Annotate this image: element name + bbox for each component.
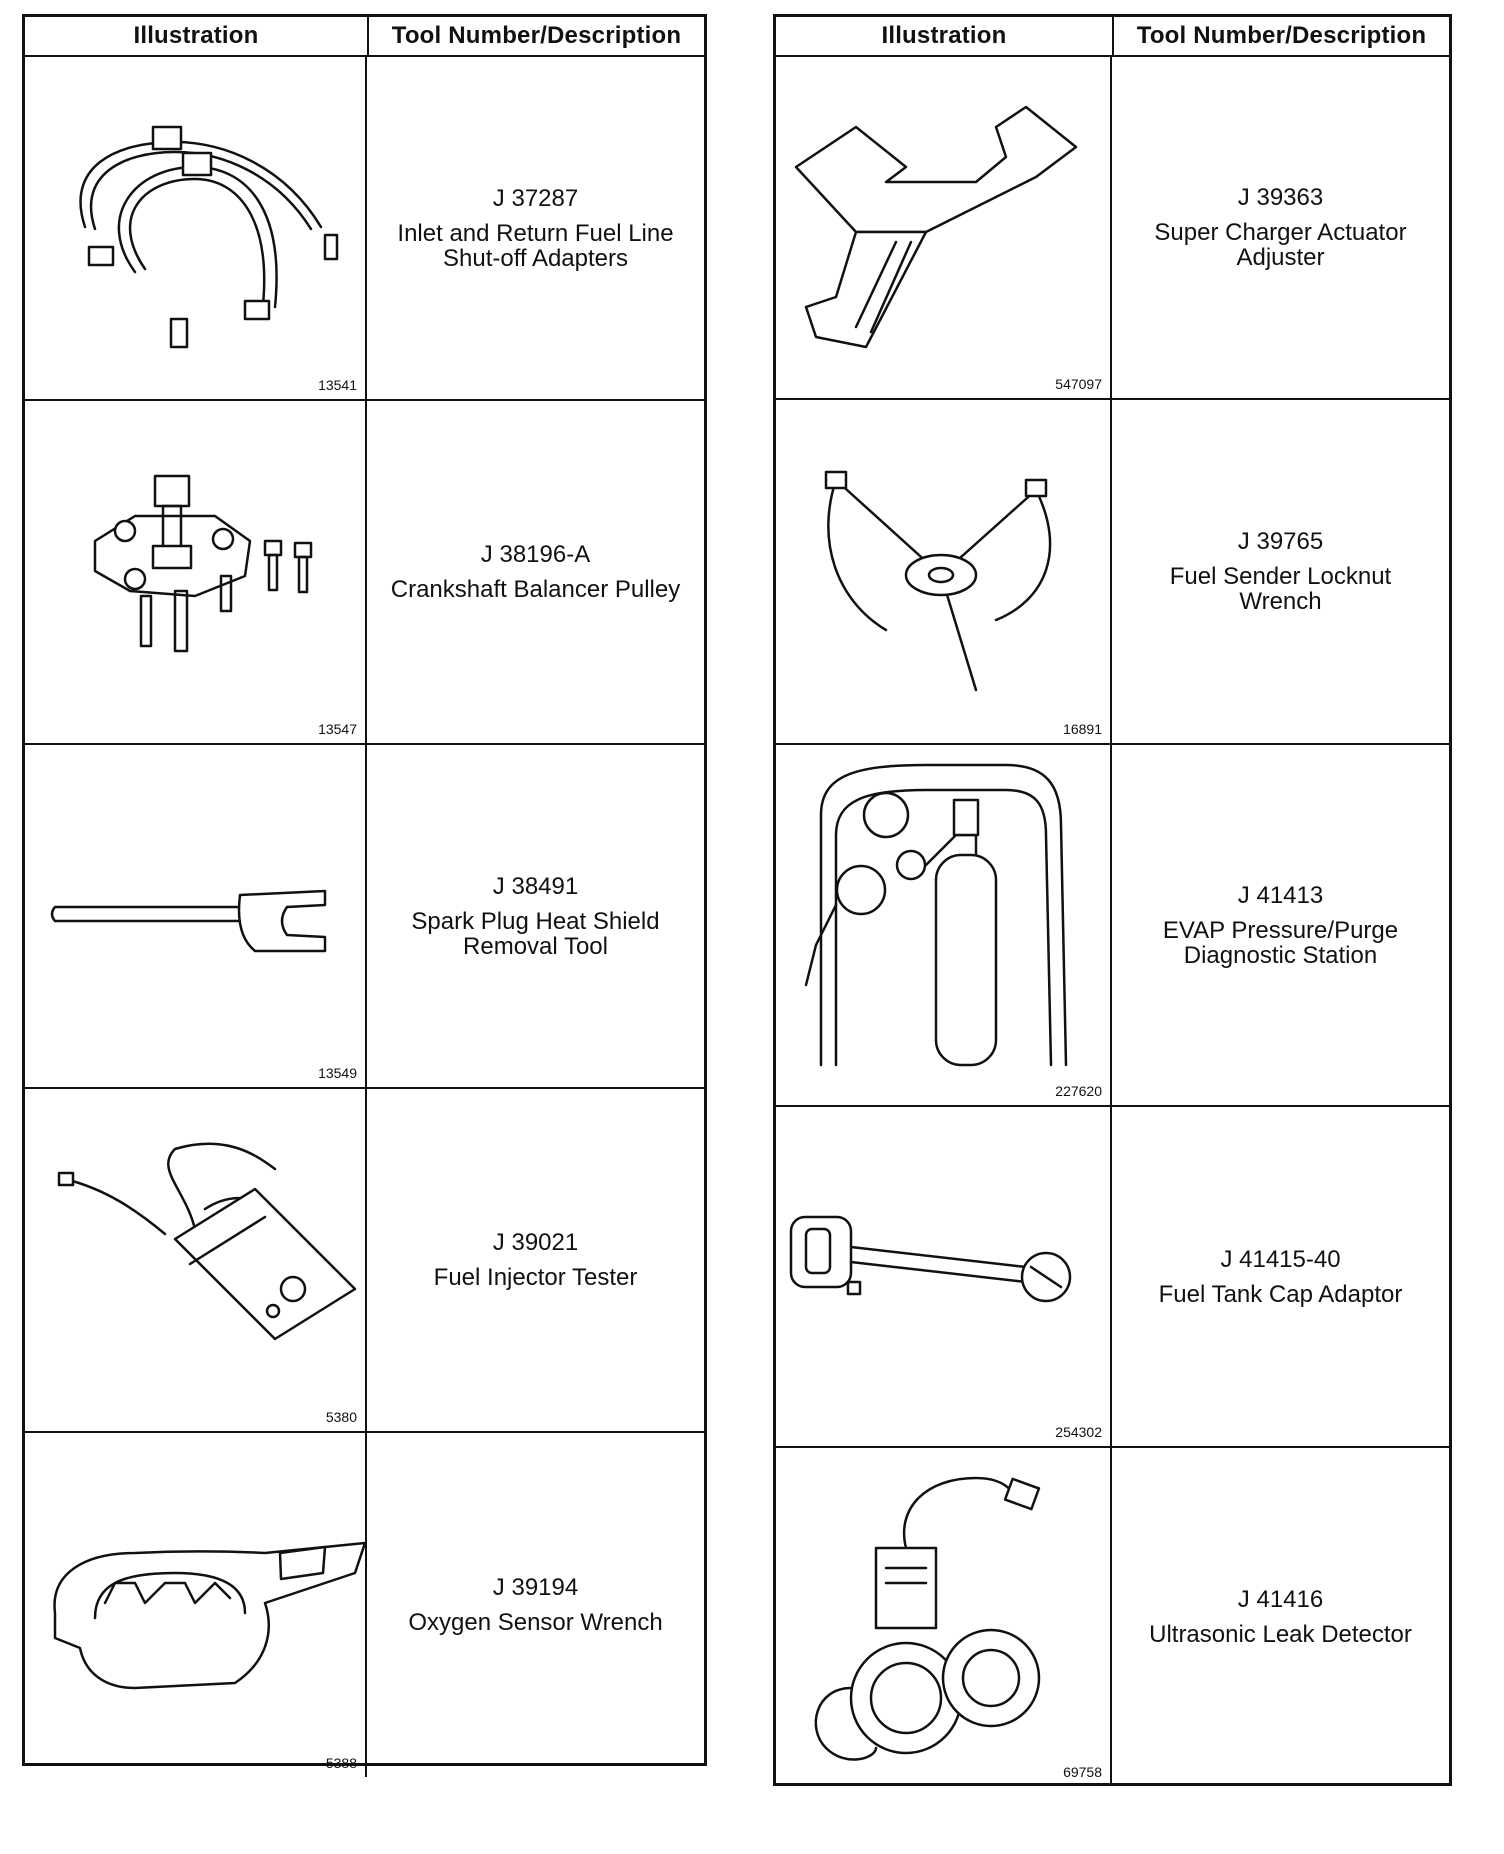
tool-number: J 39194: [492, 1574, 579, 1601]
figure-code: 13547: [318, 721, 357, 737]
tool-number: J 38491: [492, 872, 579, 900]
illustration-cell: [776, 1448, 1112, 1786]
figure-code: 254302: [1055, 1424, 1102, 1440]
figure-code: 13541: [318, 377, 357, 393]
heat-shield-tool-icon: [25, 745, 365, 1087]
tool-desc-line1: Ultrasonic Leak Detector: [1149, 1621, 1412, 1648]
left-tool-table: [22, 14, 707, 1771]
figure-code: 69758: [1063, 1764, 1102, 1780]
table-row: [25, 401, 704, 745]
tool-number: J 37287: [492, 184, 579, 212]
leak-detector-icon: [776, 1448, 1110, 1784]
tool-desc-line1: Inlet and Return Fuel Line: [397, 219, 674, 247]
tool-description: [367, 745, 704, 1087]
tool-description: [1112, 745, 1449, 1105]
tool-number: J 39021: [492, 1229, 579, 1256]
tool-description: [367, 401, 704, 743]
figure-code: 227620: [1055, 1083, 1102, 1099]
actuator-adjuster-icon: [776, 57, 1110, 398]
tool-desc-line2: Removal Tool: [463, 932, 608, 960]
table-row: [25, 1089, 704, 1433]
table-row: [776, 400, 1449, 745]
table-row: [25, 57, 704, 401]
figure-code: 16891: [1063, 721, 1102, 737]
injector-tester-icon: [25, 1089, 365, 1431]
tool-description: [367, 1089, 704, 1431]
tool-desc-line1: Fuel Tank Cap Adaptor: [1158, 1280, 1403, 1308]
cap-adaptor-icon: [776, 1107, 1110, 1446]
table-row: [776, 1448, 1449, 1786]
illustration-cell: [776, 400, 1112, 743]
illustration-cell: [25, 1089, 367, 1431]
illustration-cell: [25, 1433, 367, 1777]
header-tool-description: Tool Number/Description: [1136, 22, 1427, 49]
tool-description: [1112, 400, 1449, 743]
oxygen-sensor-wrench-icon: [25, 1433, 365, 1775]
tool-description: [1112, 1107, 1449, 1446]
illustration-cell: [25, 745, 367, 1087]
tool-desc-line1: Oxygen Sensor Wrench: [408, 1609, 663, 1636]
tool-desc-line1: Fuel Sender Locknut: [1169, 563, 1392, 590]
fuel-line-adapters-icon: [25, 57, 365, 399]
header-illustration: Illustration: [25, 17, 369, 55]
tool-desc-line1: Super Charger Actuator: [1154, 219, 1407, 246]
tool-number: J 38196-A: [480, 541, 591, 568]
pulley-puller-icon: [25, 401, 365, 743]
tool-number: J 39765: [1237, 528, 1324, 555]
figure-code: 5388: [325, 1755, 357, 1771]
tool-number: J 41413: [1237, 881, 1324, 909]
illustration-cell: [776, 745, 1112, 1105]
header-tool-description: Tool Number/Description: [391, 22, 682, 49]
table-row: [25, 745, 704, 1089]
tool-desc-line1: EVAP Pressure/Purge: [1162, 916, 1399, 944]
tool-description: [1112, 57, 1449, 398]
tool-desc-line1: Spark Plug Heat Shield: [411, 907, 660, 935]
figure-code: 13549: [318, 1065, 357, 1081]
tool-desc-line2: Adjuster: [1236, 244, 1325, 271]
tool-desc-line1: Crankshaft Balancer Pulley: [390, 576, 681, 603]
right-tool-table: [773, 14, 1452, 1786]
table-row: [776, 745, 1449, 1107]
header-illustration: Illustration: [776, 17, 1114, 55]
tool-desc-line2: Diagnostic Station: [1183, 941, 1378, 969]
tool-number: J 41416: [1237, 1586, 1324, 1613]
evap-station-icon: [776, 745, 1110, 1105]
table-row: [776, 1107, 1449, 1448]
illustration-cell: [776, 57, 1112, 398]
illustration-cell: [25, 401, 367, 743]
illustration-cell: [25, 57, 367, 399]
tool-desc-line1: Fuel Injector Tester: [433, 1264, 638, 1291]
tool-description: [1112, 1448, 1449, 1786]
tool-description: [367, 1433, 704, 1777]
locknut-wrench-icon: [776, 400, 1110, 743]
figure-code: 5380: [325, 1409, 357, 1425]
table-row: [25, 1433, 704, 1777]
tool-desc-line2: Wrench: [1239, 588, 1322, 615]
table-header: [776, 17, 1449, 57]
table-header: [25, 17, 704, 57]
tool-number: J 39363: [1237, 184, 1324, 211]
figure-code: 547097: [1055, 376, 1102, 392]
tool-desc-line2: Shut-off Adapters: [442, 244, 628, 272]
illustration-cell: [776, 1107, 1112, 1446]
tool-description: [367, 57, 704, 399]
table-row: [776, 57, 1449, 400]
tool-number: J 41415-40: [1220, 1245, 1341, 1273]
